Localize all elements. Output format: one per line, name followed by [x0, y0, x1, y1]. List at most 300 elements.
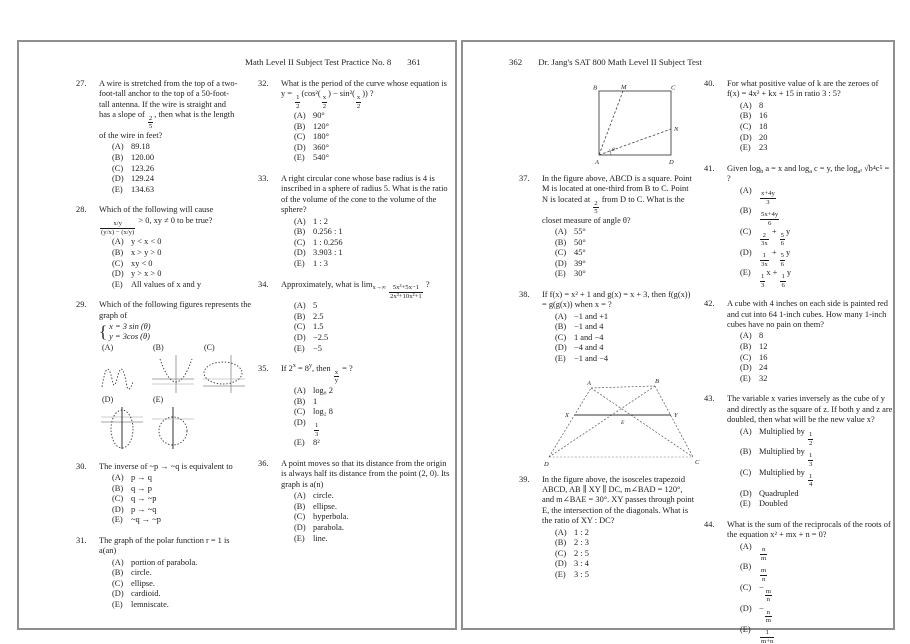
- option-text: 50°: [574, 237, 586, 247]
- equation-system: [99, 322, 252, 342]
- option-text: 8: [759, 100, 764, 110]
- answer-option: [112, 505, 238, 516]
- option-text: [759, 625, 893, 644]
- figure-option: [99, 344, 145, 395]
- option-text: 55°: [574, 226, 586, 236]
- answer-option: [112, 568, 238, 579]
- answer-option: [740, 499, 893, 510]
- option-label: (E): [740, 268, 751, 278]
- answer-option: [112, 600, 238, 611]
- option-text: 8²: [313, 438, 320, 448]
- answer-option: [740, 122, 893, 133]
- option-label: (C): [740, 468, 752, 478]
- question-text: Which of the following figures represents the graph of: [99, 300, 252, 320]
- option-text: 20: [759, 132, 768, 142]
- question-number: 44.: [704, 519, 715, 529]
- answer-option: [740, 206, 893, 227]
- figure-label: A: [595, 159, 599, 166]
- answer-option: [294, 438, 452, 449]
- option-text: $\frac{2}{3x}$ + $\frac{5}{6}$ y: [761, 227, 791, 248]
- option-label: (B): [112, 248, 124, 258]
- option-label: (E): [555, 354, 566, 364]
- option-label: (A): [112, 237, 124, 247]
- answer-option: [294, 523, 452, 534]
- option-text: 2 : 5: [574, 548, 589, 558]
- option-label: (A): [294, 111, 306, 121]
- question-text: What is the period of the curve whose equation is y = $\frac{1}{2}$ (cos²( $\frac{x}{2}$ ) − sin²( $\frac{x}{2}$ )) ?: [281, 79, 447, 110]
- brace: {: [99, 322, 108, 341]
- answer-option: [740, 489, 893, 500]
- figure-label: B: [593, 84, 597, 92]
- option-text: x > y > 0: [131, 248, 162, 258]
- option-label: (C): [740, 227, 752, 237]
- option-label: (E): [294, 438, 305, 448]
- option-text: q → ~p: [131, 494, 157, 504]
- figure-option: [150, 344, 196, 395]
- question-block: [258, 280, 452, 355]
- option-label: (C): [112, 258, 124, 268]
- figure-option: [201, 344, 247, 395]
- option-label: (D): [740, 488, 752, 498]
- option-text: ~q → ~p: [131, 515, 161, 525]
- text-column: [704, 79, 893, 644]
- fraction: $\frac{x}{y}$: [334, 368, 339, 385]
- option-text: 39°: [574, 258, 586, 268]
- answer-option: [740, 604, 893, 625]
- option-text: $\frac{1}{3}$ x + $\frac{1}{6}$ y: [761, 268, 792, 289]
- option-label: (A): [294, 301, 306, 311]
- figure-label: N: [674, 126, 679, 133]
- system-line: y = 3cos (θ): [109, 332, 150, 342]
- question-text: Approximately, what is $\lim_{x\to\infty}$ $\frac{\text{5x³+5x−1}}{\text{2x³+10x²+1}}$ ?: [281, 279, 430, 300]
- answer-option: [740, 363, 893, 374]
- answer-option: [740, 583, 893, 604]
- fraction: $\frac{m}{n}$: [765, 587, 771, 604]
- fraction: $\frac{\text{5x³+5x−1}}{\text{2x³+10x²+1}}$: [390, 284, 422, 300]
- answer-option: [555, 343, 695, 354]
- fraction: $\frac{1}{2}$: [808, 431, 813, 447]
- option-label: (C): [740, 122, 752, 131]
- option-label: (E): [740, 143, 751, 153]
- question-number: 40.: [704, 79, 715, 88]
- option-text: All values of x and y: [131, 279, 202, 289]
- option-text: 16: [759, 352, 768, 362]
- answer-option: [740, 143, 893, 154]
- answer-option: [555, 248, 695, 259]
- option-text: 3 : 5: [574, 570, 589, 580]
- option-text: log₈ 2: [313, 385, 333, 395]
- page-header: [245, 57, 455, 67]
- option-label: (D): [294, 142, 306, 152]
- option-text: hyperbola.: [313, 512, 349, 522]
- question-block: [76, 300, 252, 451]
- option-label: (E): [112, 515, 123, 525]
- answer-option: [112, 153, 238, 164]
- option-label: (B): [555, 237, 567, 247]
- option-text: circle.: [313, 491, 334, 501]
- answer-option: [740, 447, 893, 468]
- option-label: (C): [555, 332, 567, 342]
- option-text: 1 : 2: [313, 216, 328, 226]
- answer-option: [294, 143, 452, 154]
- option-label: (A): [555, 527, 567, 537]
- option-text: 1 : 3: [313, 259, 328, 269]
- option-label: (B): [112, 568, 124, 578]
- figure-label: B: [655, 377, 659, 385]
- option-text: Multiplied by $\frac{1}{3}$: [759, 447, 813, 468]
- option-label: (A): [294, 491, 306, 501]
- option-text: Multiplied by $\frac{1}{2}$: [759, 426, 813, 447]
- answer-option: [294, 301, 452, 312]
- figure-parametric-options: [99, 344, 252, 451]
- answer-option: [555, 333, 695, 344]
- fraction: $\frac{5}{6}$: [780, 252, 784, 268]
- question-block: [704, 394, 893, 510]
- fraction: $\frac{x}{2}$: [322, 94, 327, 110]
- option-text: − $\frac{m}{n}$: [759, 583, 771, 604]
- option-label: (C): [555, 548, 567, 558]
- question-text: For what positive value of k are the zeroes of f(x) = 4x² + kx + 15 in ratio 3 : 5?: [727, 79, 879, 99]
- option-text: xy < 0: [131, 258, 153, 268]
- question-block: [704, 299, 893, 384]
- fraction: $\frac{x+4y}{3}$: [761, 190, 775, 206]
- option-label: (A): [740, 185, 752, 195]
- option-text: 90°: [313, 111, 325, 121]
- option-text: [759, 542, 893, 563]
- option-label: (D): [112, 589, 124, 599]
- option-text: [759, 562, 893, 583]
- fraction: $\frac{2}{3x}$: [761, 231, 768, 248]
- option-text: y < x < 0: [131, 237, 162, 247]
- option-label: (E): [294, 259, 305, 269]
- option-text: 0.256 : 1: [313, 227, 343, 237]
- option-text: 2.5: [313, 311, 324, 321]
- option-label: (A): [294, 216, 306, 226]
- answer-option: [112, 473, 238, 484]
- option-text: Quadrupled: [759, 488, 799, 498]
- question-number: 36.: [258, 458, 269, 468]
- option-text: 2 : 3: [574, 538, 589, 548]
- fraction: $\frac{1}{3}$: [315, 422, 319, 438]
- option-label: (D): [740, 132, 752, 142]
- question-text: A point moves so that its distance from the origin is always half its distance from the point (2, 0). Its graph is a(n): [281, 458, 450, 489]
- question-block: [704, 520, 893, 644]
- question-block: [704, 164, 893, 289]
- option-label: (C): [740, 352, 752, 362]
- question-text: A cube with 4 inches on each side is painted red and cut into 64 1-inch cubes. How many 1-inch cubes have no pain on them?: [727, 299, 888, 330]
- option-text: ellipse.: [313, 501, 337, 511]
- option-text: 360°: [313, 142, 329, 152]
- figure-label: C: [671, 84, 676, 92]
- option-text: 45°: [574, 248, 586, 258]
- answer-option: [294, 227, 452, 238]
- option-label: (C): [294, 132, 306, 142]
- answer-option: [112, 142, 238, 153]
- answer-option: [294, 512, 452, 523]
- option-label: (D): [112, 174, 124, 184]
- option-label: (E): [555, 269, 566, 279]
- question-text: If $2^x = 8^y$, then $\frac{x}{y}$ = ?: [281, 363, 353, 385]
- option-label: (C): [740, 583, 752, 593]
- question-block: [519, 290, 695, 365]
- answer-option: [112, 589, 238, 600]
- question-number: 33.: [258, 174, 269, 184]
- question-block: [76, 205, 238, 290]
- option-label: (D): [740, 363, 752, 373]
- option-text: −2.5: [313, 333, 329, 343]
- option-label: (D): [740, 247, 752, 257]
- answer-option: [294, 534, 452, 545]
- question-text: The graph of the polar function r = 1 is a(an): [99, 535, 230, 556]
- answer-option: [555, 559, 695, 570]
- page-right: [461, 40, 895, 644]
- question-block: [76, 462, 238, 526]
- answer-option: [740, 374, 893, 385]
- option-label: (B): [740, 447, 752, 457]
- answer-option: [294, 344, 452, 355]
- figure-trapezoid: [543, 375, 700, 471]
- option-label: (A): [740, 541, 752, 551]
- option-label: (A): [740, 331, 752, 341]
- option-text: 120.00: [131, 152, 155, 162]
- option-label: (B): [294, 121, 306, 131]
- option-label: (A): [294, 385, 306, 395]
- option-text: 180°: [313, 132, 329, 142]
- answer-option: [740, 342, 893, 353]
- option-label: (B): [112, 483, 124, 493]
- option-label: (C): [294, 512, 306, 522]
- option-label: (A): [112, 473, 124, 482]
- option-label: (A): [555, 226, 567, 236]
- option-text: −1 and +1: [574, 311, 609, 321]
- option-text: p → ~q: [131, 504, 157, 514]
- option-text: 134.63: [131, 184, 155, 194]
- text-column: [258, 79, 452, 621]
- answer-option: [555, 528, 695, 539]
- option-label: (E): [294, 153, 305, 163]
- option-text: ellipse.: [131, 578, 155, 588]
- answer-option: [740, 562, 893, 583]
- question-block: [519, 81, 695, 280]
- question-block: [704, 79, 893, 154]
- header-page-number: 362: [509, 57, 523, 67]
- question-text: If f(x) = x² + 1 and g(x) = x + 3, then f(g(x)) = g(g(x)) when x = ?: [542, 289, 691, 310]
- header-title: Dr. Jang's SAT 800 Math Level II Subject Test: [538, 57, 702, 67]
- question-number: 37.: [519, 174, 530, 183]
- answer-option: [294, 502, 452, 513]
- answer-option: [112, 269, 238, 280]
- answer-option: [112, 515, 238, 526]
- option-label: (C): [112, 494, 124, 504]
- answer-option: [294, 248, 452, 259]
- question-text: The variable x varies inversely as the cube of y and directly as the square of z. If both y and z are doubled, then what will be the new value x?: [727, 394, 893, 425]
- fraction: $\frac{n}{m}$: [765, 608, 771, 625]
- option-text: $\frac{1}{3x}$ + $\frac{5}{6}$ y: [761, 247, 791, 268]
- option-text: 1.5: [313, 322, 324, 332]
- option-text: [759, 206, 893, 227]
- option-text: [759, 186, 893, 207]
- answer-option: [112, 185, 238, 196]
- option-text: 1 : 0.256: [313, 237, 343, 247]
- figure-label: X: [565, 411, 569, 419]
- option-text: portion of parabola.: [131, 557, 198, 567]
- option-text: Multiplied by $\frac{1}{4}$: [759, 468, 813, 489]
- figure-label: D: [669, 159, 674, 166]
- option-label: (E): [555, 570, 566, 580]
- option-label: (A): [112, 557, 124, 567]
- answer-option: [294, 407, 452, 418]
- system-line: x = 3 sin (θ): [109, 322, 151, 332]
- fraction: $\frac{5}{6}$: [780, 231, 784, 248]
- option-label: (E): [112, 279, 123, 289]
- fraction: $\frac{1}{4}$: [808, 472, 813, 489]
- question-text: In the figure above, the isosceles trapezoid ABCD, AB ∥ XY ∥ DC, m∠BAD = 120°, and m∠BAE = 30°. XY passes through point E, the intersection of the diagonals. What is the ratio of XY : DC?: [542, 474, 695, 526]
- fraction: $\frac{n}{m}$: [761, 546, 767, 562]
- question-number: 41.: [704, 163, 715, 173]
- answer-option: [294, 386, 452, 397]
- question-number: 43.: [704, 394, 715, 404]
- fraction: $\frac{m}{n}$: [761, 567, 767, 583]
- option-text: 8: [759, 331, 764, 341]
- figure-label: C: [695, 458, 700, 466]
- option-text: 16: [759, 111, 768, 121]
- answer-option: [555, 259, 695, 270]
- answer-option: [294, 397, 452, 408]
- question-block: [258, 174, 452, 270]
- fraction: $\frac{2}{5}$: [148, 114, 153, 131]
- option-label: (C): [112, 163, 124, 173]
- answer-option: [740, 331, 893, 342]
- option-text: circle.: [131, 568, 152, 578]
- option-label: (D): [555, 258, 567, 268]
- question-number: 39.: [519, 474, 530, 484]
- option-label: (D): [294, 417, 306, 427]
- question-text: A wire is stretched from the top of a two-foot-tall anchor to the top of a 50-foot-tall antenna. If the wire is straight and has a slope of $\frac{2}{5}$ , then what is the length of the wire in feet?: [99, 79, 238, 140]
- page-left: [17, 40, 457, 630]
- option-label: (D): [112, 269, 124, 279]
- fraction: $\frac{1}{3}$: [808, 452, 813, 468]
- answer-option: [294, 132, 452, 143]
- option-label: (A): [740, 426, 752, 436]
- option-label: (B): [740, 342, 752, 352]
- option-text: 18: [759, 122, 768, 131]
- answer-option: [555, 238, 695, 249]
- option-text: −1 and 4: [574, 322, 604, 332]
- option-label: (C): [294, 322, 306, 332]
- answer-option: [294, 238, 452, 249]
- option-label: (D): [294, 333, 306, 343]
- figure-label: θ: [612, 147, 615, 153]
- option-label: (A): [555, 311, 567, 321]
- figure-label: E: [621, 419, 625, 426]
- option-text: 1 and −4: [574, 332, 604, 342]
- header-title: Math Level II Subject Test Practice No. 8: [245, 57, 392, 67]
- option-label: (D): [294, 522, 306, 532]
- answer-option: [294, 153, 452, 164]
- answer-option: [112, 248, 238, 259]
- answer-option: [740, 427, 893, 448]
- text-column: [519, 79, 700, 644]
- option-label: (D): [555, 559, 567, 569]
- option-text: parabola.: [313, 522, 344, 532]
- figure-option: [99, 396, 145, 451]
- question-block: [76, 536, 238, 611]
- option-label: (E): [294, 343, 305, 353]
- answer-option: [740, 186, 893, 207]
- option-text: Doubled: [759, 499, 788, 509]
- answer-option: [740, 133, 893, 144]
- option-label: (B): [555, 322, 567, 332]
- answer-option: [555, 538, 695, 549]
- answer-option: [112, 558, 238, 569]
- option-text: 12: [759, 342, 768, 352]
- answer-option: [294, 217, 452, 228]
- option-text: cardioid.: [131, 589, 161, 599]
- question-number: 34.: [258, 279, 269, 289]
- question-text: What is the sum of the reciprocals of the roots of the equation x² + mx + n = 0?: [727, 519, 891, 540]
- question-number: 38.: [519, 289, 530, 299]
- figure-option-label: (E): [153, 394, 164, 404]
- figure-option-label: (C): [204, 342, 215, 352]
- option-label: (B): [294, 227, 306, 237]
- answer-option: [740, 248, 893, 269]
- figure-label: M: [621, 84, 627, 91]
- answer-option: [294, 333, 452, 344]
- option-text: 1: [313, 396, 318, 406]
- answer-option: [294, 491, 452, 502]
- question-text: In the figure above, ABCD is a square. Point M is located at one-third from B to C. Point N is located at $\frac{2}{5}$ from D to C. What is the closet measure of angle θ?: [542, 174, 692, 225]
- option-label: (A): [112, 142, 124, 152]
- page-header: [509, 57, 893, 67]
- answer-option: [112, 579, 238, 590]
- option-label: (C): [112, 578, 124, 588]
- fraction: $\frac{1}{3x}$: [761, 252, 768, 268]
- question-number: 30.: [76, 461, 87, 471]
- answer-option: [112, 280, 238, 291]
- answer-option: [555, 570, 695, 581]
- option-text: 129.24: [131, 174, 155, 184]
- option-text: 3 : 4: [574, 559, 589, 569]
- option-text: [313, 418, 452, 439]
- question-number: 32.: [258, 79, 269, 88]
- option-text: 23: [759, 143, 768, 153]
- answer-option: [740, 468, 893, 489]
- fraction: $\frac{1}{m+n}$: [761, 629, 774, 644]
- option-label: (D): [294, 248, 306, 258]
- answer-option: [555, 549, 695, 560]
- option-label: (B): [740, 111, 752, 121]
- answer-option: [112, 484, 238, 495]
- option-text: 89.18: [131, 142, 150, 152]
- question-number: 31.: [76, 535, 87, 545]
- option-text: 30°: [574, 269, 586, 279]
- question-number: 29.: [76, 300, 87, 310]
- option-label: (B): [112, 152, 124, 162]
- figure-square: [571, 81, 695, 169]
- option-label: (E): [740, 624, 751, 634]
- option-label: (B): [740, 562, 752, 572]
- option-label: (D): [555, 343, 567, 353]
- fraction: $\frac{1}{6}$: [781, 273, 785, 289]
- option-text: 1 : 2: [574, 527, 589, 537]
- question-text: A right circular cone whose base radius is 4 is inscribed in a sphere of radius 5. What is the ratio of the volume of the cone to the volume of the sphere?: [281, 174, 448, 215]
- question-text: Which of the following will cause $\frac{x/y}{(y/x) - (x/y)}$ > 0, xy ≠ 0 to be true?: [99, 205, 214, 236]
- option-text: p → q: [131, 473, 152, 482]
- text-column: [76, 79, 252, 621]
- answer-option: [555, 227, 695, 238]
- option-label: (E): [112, 600, 123, 610]
- answer-option: [294, 259, 452, 270]
